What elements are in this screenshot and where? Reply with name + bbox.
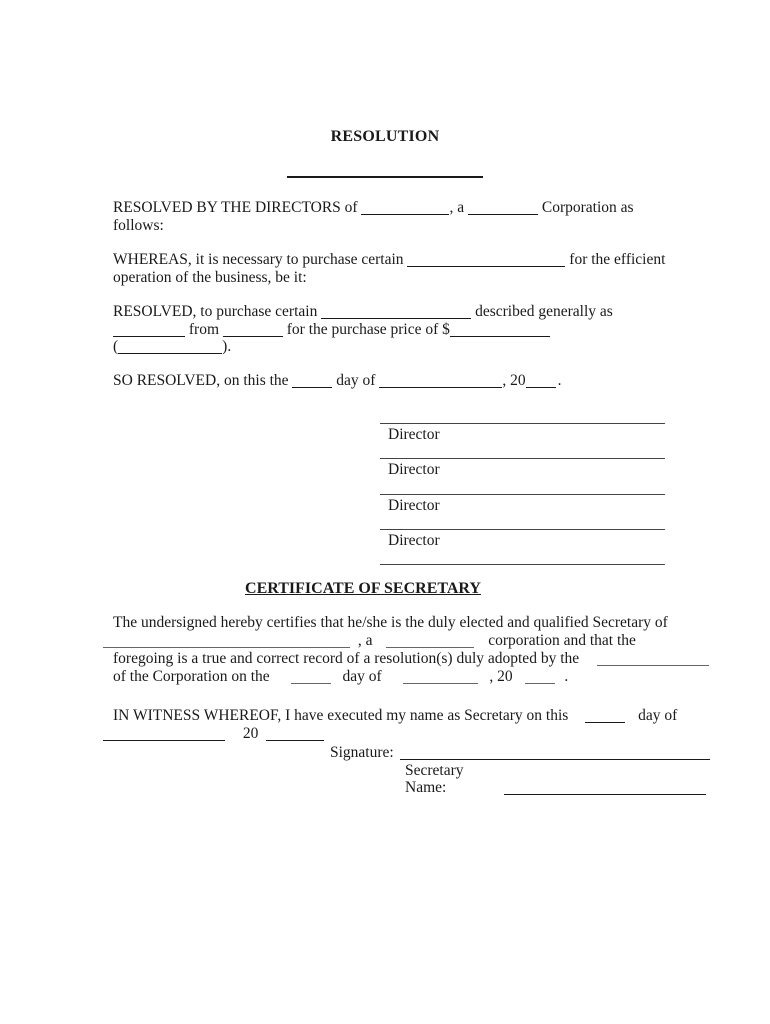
paragraph-text: for the purchase price of $	[286, 320, 450, 338]
blank-adopted-by	[597, 652, 709, 666]
paragraph-text: of the Corporation on the	[113, 668, 270, 685]
director-signature-line	[380, 564, 665, 565]
paragraph-text: (	[113, 338, 119, 355]
paragraph-text: for the efficient	[569, 251, 666, 268]
witness-line-2	[103, 725, 324, 743]
blank-corporation-name-2	[103, 634, 350, 648]
paragraph-text: IN WITNESS WHEREOF, I have executed my name as Secretary on this	[113, 707, 569, 724]
director-label: Director	[388, 497, 440, 514]
paragraph-whereas	[113, 251, 673, 286]
secretary-row	[405, 762, 464, 780]
paragraph-text: .	[564, 668, 569, 685]
blank-price-numeric	[450, 323, 550, 337]
blank-year-2	[525, 670, 555, 684]
paragraph-text: day of	[342, 668, 382, 685]
page-title: RESOLUTION	[330, 128, 440, 145]
certificate-heading: CERTIFICATE OF SECRETARY	[245, 580, 481, 597]
paragraph-text: ).	[222, 338, 232, 355]
blank-seller	[223, 323, 283, 337]
name-label: Name:	[405, 779, 447, 796]
paragraph-text: , 20	[502, 372, 526, 389]
title-underline-rule	[287, 176, 483, 178]
director-label: Director	[388, 532, 440, 549]
paragraph-text: , a	[449, 199, 465, 216]
paragraph-resolved-purchase	[113, 303, 673, 356]
blank-month-2	[403, 670, 478, 684]
paragraph-resolved-by	[113, 199, 673, 234]
certificate-line-3	[113, 650, 709, 668]
director-signature-block	[380, 423, 665, 573]
blank-day-2	[291, 670, 331, 684]
paragraph-text: The undersigned hereby certifies that he/she is the duly elected and qualified Secretary of	[113, 614, 668, 631]
secretary-name-line	[504, 781, 706, 795]
paragraph-text: RESOLVED BY THE DIRECTORS of	[113, 199, 358, 216]
secretary-label: Secretary	[405, 762, 464, 779]
paragraph-text: operation of the business, be it:	[113, 268, 307, 286]
blank-witness-month	[103, 727, 225, 741]
signature-line	[400, 746, 710, 760]
certificate-line-2	[103, 632, 636, 650]
director-signature-line	[380, 458, 665, 459]
paragraph-so-resolved	[113, 372, 673, 390]
signature-row	[330, 744, 710, 762]
paragraph-text: foregoing is a true and correct record of a resolution(s) duly adopted by the	[113, 650, 580, 667]
blank-item	[113, 323, 185, 337]
director-signature-line	[380, 494, 665, 495]
blank-corporation-state	[468, 201, 538, 215]
paragraph-text: described generally as	[475, 303, 613, 320]
signature-label: Signature:	[330, 744, 394, 761]
certificate-line-4	[113, 668, 568, 686]
blank-corporation-type	[386, 634, 474, 648]
paragraph-text: 20	[242, 725, 259, 742]
name-row	[405, 779, 706, 797]
blank-corporation-name	[361, 201, 449, 215]
blank-price-words	[118, 340, 222, 354]
blank-witness-year	[266, 727, 324, 741]
director-signature-line	[380, 529, 665, 530]
blank-purchase-items	[407, 253, 565, 267]
paragraph-text: day of	[638, 707, 678, 724]
certificate-line-1	[113, 614, 668, 632]
director-label: Director	[388, 461, 440, 478]
blank-witness-day	[585, 709, 625, 723]
paragraph-text: follows:	[113, 216, 164, 234]
director-signature-line	[380, 423, 665, 424]
director-label: Director	[388, 426, 440, 443]
paragraph-text: , 20	[489, 668, 513, 685]
paragraph-text: SO RESOLVED, on this the	[113, 372, 289, 389]
paragraph-text: RESOLVED, to purchase certain	[113, 303, 318, 320]
paragraph-text: corporation and that the	[488, 632, 636, 649]
paragraph-text: from	[188, 320, 220, 338]
paragraph-text: day of	[336, 372, 376, 389]
blank-year	[526, 374, 556, 388]
paragraph-text: , a	[357, 632, 373, 649]
blank-purchase-description	[321, 305, 471, 319]
blank-day	[292, 374, 332, 388]
blank-month	[379, 374, 502, 388]
paragraph-text: Corporation as	[541, 199, 634, 216]
paragraph-text: .	[557, 372, 562, 389]
paragraph-text: WHEREAS, it is necessary to purchase certain	[113, 251, 404, 268]
witness-line-1	[113, 707, 677, 725]
